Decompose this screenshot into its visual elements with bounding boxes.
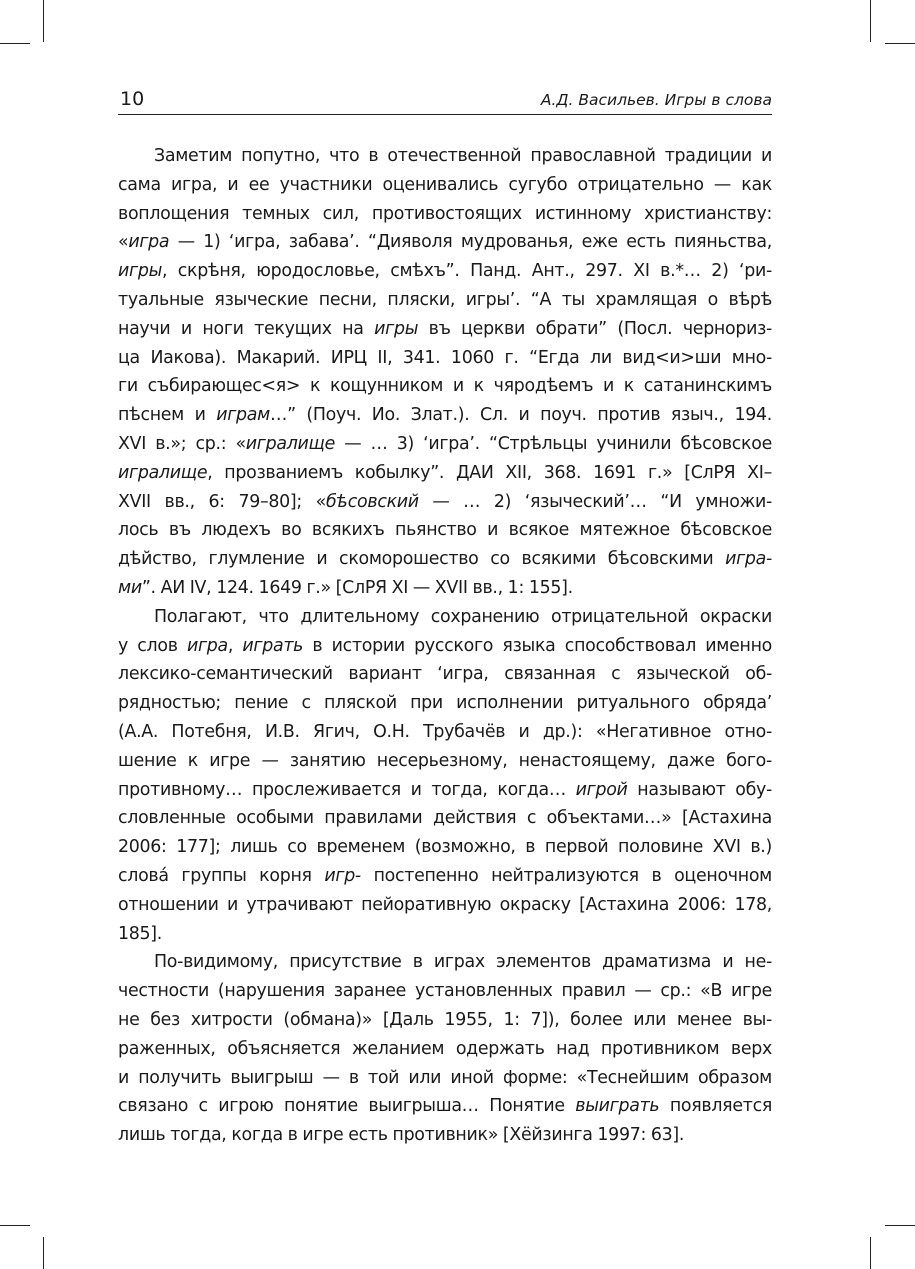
text-line	[118, 977, 772, 1006]
text-run: , прозваниемъ кобылку”. ДАИ XII, 368. 1691 г.» [СлРЯ XI–	[207, 462, 772, 483]
text-run: словленные особыми правилами действия с объектами…» [Астахина	[118, 808, 772, 829]
text-line	[118, 747, 772, 776]
text-line	[118, 862, 772, 891]
text-line	[118, 344, 772, 373]
text-line	[118, 488, 772, 517]
text-line	[118, 228, 772, 257]
text-run: научи и ноги текущих на	[118, 318, 375, 339]
text-run: в истории русского языка способствовал именно	[303, 635, 773, 656]
text-line	[118, 574, 772, 603]
crop-mark	[43, 0, 44, 42]
text-run: ги събирающес<я> к кощунником и к чяродѣемъ и к сатанинскимъ	[118, 376, 772, 397]
italic-run: игралище	[245, 433, 336, 454]
text-run: …” (Поуч. Ио. Злат.). Сл. и поуч. против языч., 194.	[269, 405, 772, 426]
text-run: , скрѣня, юродословье, смѣхъ”. Панд. Ант., 297. XI в.*… 2) ‘ри-	[162, 261, 772, 282]
text-line	[118, 1121, 772, 1150]
italic-run: игра-	[725, 549, 772, 570]
italic-run: игра	[128, 232, 170, 253]
text-line	[118, 833, 772, 862]
text-run: туальные языческие песни, пляски, игры’. “А ты храмлящая о вѣрѣ	[118, 289, 772, 310]
text-line	[118, 142, 772, 171]
text-run: слова́ группы корня	[118, 865, 325, 886]
body-text	[118, 142, 772, 1150]
text-run: противному… прослеживается и тогда, когда…	[118, 779, 576, 800]
crop-mark	[885, 43, 915, 44]
text-line	[118, 372, 772, 401]
text-line	[118, 632, 772, 661]
text-run: называют обу-	[627, 779, 772, 800]
text-line	[118, 459, 772, 488]
text-run: рядностью; пение с пляской при исполнении ритуального обряда’	[118, 693, 772, 714]
text-run: (А.А. Потебня, И.В. Ягич, О.Н. Трубачёв и др.): «Негативное отно-	[118, 721, 772, 742]
crop-mark	[43, 1237, 44, 1269]
running-title: А.Д. Васильев. Игры в слова	[540, 91, 772, 109]
text-run: въ церкви обрати” (Посл. чернориз-	[418, 318, 773, 339]
text-line	[118, 1006, 772, 1035]
text-line	[118, 1064, 772, 1093]
italic-run: игры	[374, 318, 419, 339]
text-line	[118, 401, 772, 430]
text-line	[118, 200, 772, 229]
text-run: связано с игрою понятие выигрыша… Понятие	[118, 1096, 576, 1117]
italic-run: играть	[242, 635, 304, 656]
text-line	[118, 1092, 772, 1121]
text-line	[118, 689, 772, 718]
text-run: шение к игре — занятию несерьезному, ненастоящему, даже бого-	[118, 750, 772, 771]
text-line	[118, 804, 772, 833]
text-run: — … 3) ‘игра’. “Стрѣльцы учинили бѣсовское	[335, 433, 772, 454]
text-run: дѣйство, глумление и скоморошество со всякими бѣсовскими	[118, 549, 726, 570]
crop-mark	[0, 1225, 30, 1226]
text-run: ,	[227, 635, 243, 656]
text-line	[118, 171, 772, 200]
text-run: отношении и утрачивают пейоративную окраску [Астахина 2006: 178,	[118, 894, 772, 915]
text-run: появляется	[659, 1096, 773, 1117]
text-run: ца Иакова). Макарий. ИРЦ II, 341. 1060 г. “Егда ли вид<и>ши мно-	[118, 347, 772, 368]
text-run: воплощения темных сил, противостоящих истинному христианству:	[118, 203, 772, 224]
text-run: По-видимому, присутствие в играх элементов драматизма и не-	[154, 952, 772, 973]
crop-mark	[870, 1237, 871, 1269]
crop-mark	[870, 0, 871, 42]
text-run: 185].	[118, 923, 163, 944]
text-run: «	[118, 232, 129, 253]
text-run: Полагают, что длительному сохранению отрицательной окраски	[154, 606, 772, 627]
text-run: пѣснем и	[118, 405, 217, 426]
text-line	[118, 660, 772, 689]
text-line	[118, 891, 772, 920]
italic-run: игр-	[324, 865, 361, 886]
text-run: сама игра, и ее участники оценивались сугубо отрицательно — как	[118, 174, 772, 195]
italic-run: игрой	[575, 779, 628, 800]
text-line	[118, 920, 772, 949]
italic-run: игра	[186, 635, 228, 656]
text-line	[118, 430, 772, 459]
text-run: лексико-семантический вариант ‘игра, связанная с языческой об-	[118, 664, 772, 685]
text-run: и получить выигрыш — в той или иной форме: «Теснейшим образом	[118, 1067, 772, 1088]
text-run: честности (нарушения заранее установленных правил — ср.: «В игре	[118, 981, 772, 1002]
italic-run: ми	[118, 577, 142, 598]
crop-mark	[885, 1225, 915, 1226]
italic-run: игралище	[118, 462, 208, 483]
text-run: ”. АИ IV, 124. 1649 г.» [СлРЯ XI — XVII вв., 1: 155].	[141, 577, 573, 598]
italic-run: выиграть	[575, 1096, 660, 1117]
text-line	[118, 545, 772, 574]
text-line	[118, 1035, 772, 1064]
page-number: 10	[120, 88, 145, 110]
text-run: не без хитрости (обмана)» [Даль 1955, 1: 7]), более или менее вы-	[118, 1009, 772, 1030]
text-run: XVI в.»; ср.: «	[118, 433, 246, 454]
text-run: Заметим попутно, что в отечественной православной традиции и	[154, 146, 772, 166]
text-run: лишь тогда, когда в игре есть противник» [Хёйзинга 1997: 63].	[118, 1125, 685, 1146]
text-run: постепенно нейтрализуются в оценочном	[360, 865, 772, 886]
italic-run: игры	[118, 261, 163, 282]
paragraph	[118, 142, 772, 603]
text-run: XVII вв., 6: 79–80]; «	[118, 491, 326, 512]
text-line	[118, 516, 772, 545]
paragraph	[118, 948, 772, 1150]
italic-run: играм	[216, 405, 270, 426]
text-run: у слов	[118, 635, 187, 656]
text-run: лось въ людехъ во всякихъ пьянство и всякое мятежное бѣсовское	[118, 520, 772, 541]
text-line	[118, 718, 772, 747]
page-header	[118, 86, 772, 115]
italic-run: бѣсовский	[325, 491, 419, 512]
text-line	[118, 948, 772, 977]
crop-mark	[0, 43, 30, 44]
text-run: 2006: 177]; лишь со временем (возможно, в первой половине XVI в.)	[118, 837, 772, 858]
text-line	[118, 776, 772, 805]
text-run: — 1) ‘игра, забава’. “Дияволя мудрованья, еже есть пияньства,	[169, 232, 772, 253]
paragraph	[118, 603, 772, 949]
text-run: — … 2) ‘языческий’… “И умножи-	[418, 491, 772, 512]
text-line	[118, 315, 772, 344]
text-line	[118, 286, 772, 315]
text-run: раженных, объясняется желанием одержать над противником верх	[118, 1038, 772, 1059]
text-line	[118, 257, 772, 286]
text-line	[118, 603, 772, 632]
